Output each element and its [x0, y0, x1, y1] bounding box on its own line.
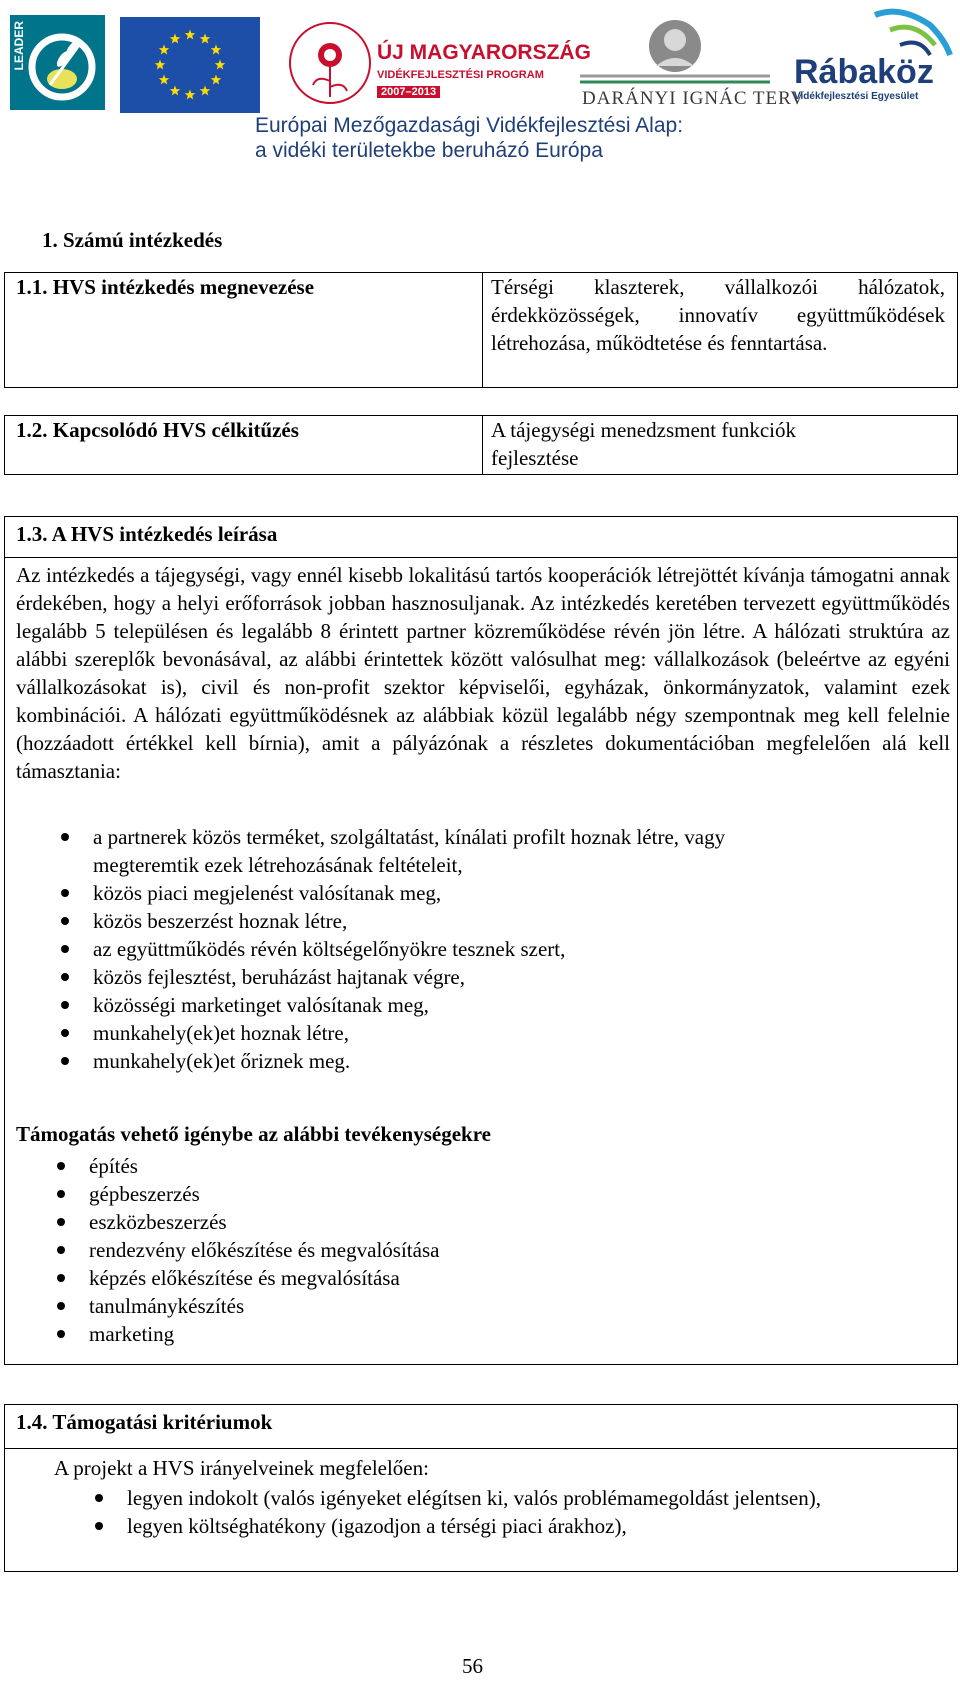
activity-item	[12, 1236, 712, 1264]
bullet-icon	[61, 973, 69, 981]
eu-star-icon	[185, 90, 195, 100]
criteria-item	[16, 879, 736, 907]
activity-item-text: építés	[89, 1154, 138, 1178]
eu-star-icon	[211, 45, 221, 55]
activity-item-text: marketing	[89, 1322, 175, 1346]
rabakoz-subtitle: Vidékfejlesztési Egyesület	[794, 91, 919, 102]
uj-magyarorszag-logo	[285, 15, 591, 115]
activity-item	[12, 1320, 712, 1348]
logo-header	[0, 0, 960, 170]
bullet-icon	[61, 1001, 69, 1009]
row-divider	[482, 416, 483, 474]
bullet-icon	[61, 1057, 69, 1065]
bullet-icon	[57, 1330, 65, 1338]
criteria-item-text: közös fejlesztést, beruházást hajtanak végre,	[93, 965, 466, 989]
criteria-item-text: munkahely(ek)et hoznak létre,	[93, 1021, 349, 1045]
row-divider	[5, 1448, 957, 1449]
bullet-icon	[61, 889, 69, 897]
support-criteria-item	[50, 1484, 945, 1512]
bullet-icon	[57, 1218, 65, 1226]
daranyi-ignac-terv-logo	[580, 10, 806, 110]
bullet-icon	[57, 1246, 65, 1254]
eu-star-icon	[170, 34, 180, 44]
section-title: 1. Számú intézkedés	[42, 228, 223, 252]
criteria-item	[16, 907, 736, 935]
eu-star-icon	[200, 85, 210, 95]
leader-emblem-icon	[10, 15, 105, 110]
page-number: 56	[462, 1654, 483, 1678]
umt-years: 2007–2013	[377, 86, 440, 98]
umt-title: ÚJ MAGYARORSZÁG	[377, 41, 591, 64]
criteria-item-text: közös piaci megjelenést valósítanak meg,	[93, 881, 442, 905]
support-criteria-item-text: legyen indokolt (valós igényeket elégítsen ki, valós problémamegoldást jelentsen),	[127, 1486, 821, 1510]
row-divider	[482, 273, 483, 387]
activities-list	[12, 1152, 712, 1348]
criteria-item	[16, 1019, 736, 1047]
row-1-2-value: A tájegységi menedzsment funkciók fejlesztése	[491, 418, 797, 470]
bullet-icon	[57, 1274, 65, 1282]
support-criteria-item	[50, 1512, 945, 1540]
activity-item	[12, 1152, 712, 1180]
eu-star-icon	[211, 75, 221, 85]
activity-item-text: rendezvény előkészítése és megvalósítása	[89, 1238, 440, 1262]
criteria-item	[16, 963, 736, 991]
criteria-item-text: munkahely(ek)et őriznek meg.	[93, 1049, 351, 1073]
bullet-icon	[95, 1522, 103, 1530]
row-divider	[5, 557, 957, 558]
eu-star-icon	[159, 75, 169, 85]
bullet-icon	[95, 1494, 103, 1502]
bullet-icon	[61, 945, 69, 953]
activity-item-text: tanulmánykészítés	[89, 1294, 245, 1318]
criteria-item	[16, 991, 736, 1019]
activities-heading: Támogatás vehető igénybe az alábbi tevékenységekre	[16, 1122, 491, 1146]
daranyi-portrait-icon	[580, 10, 770, 90]
criteria-intro: A projekt a HVS irányelveinek megfelelően:	[54, 1456, 429, 1480]
support-criteria-list	[50, 1484, 945, 1540]
eu-stars-icon	[120, 17, 260, 113]
activity-item-text: képzés előkészítése és megvalósítása	[89, 1266, 400, 1290]
daranyi-label: DARÁNYI IGNÁC TERV	[582, 88, 806, 109]
bullet-icon	[57, 1190, 65, 1198]
activity-item	[12, 1208, 712, 1236]
row-1-3-label: 1.3. A HVS intézkedés leírása	[16, 522, 278, 546]
support-criteria-item-text: legyen költséghatékony (igazodjon a térségi piaci árakhoz),	[127, 1514, 627, 1538]
eu-star-icon	[200, 34, 210, 44]
activity-item	[12, 1264, 712, 1292]
criteria-item-text: az együttműködés révén költségelőnyökre tesznek szert,	[93, 937, 566, 961]
bullet-icon	[61, 1029, 69, 1037]
row-1-1-label: 1.1. HVS intézkedés megnevezése	[16, 275, 315, 299]
bullet-icon	[57, 1302, 65, 1310]
eu-star-icon	[215, 60, 225, 70]
criteria-item-text: közösségi marketinget valósítanak meg,	[93, 993, 429, 1017]
description-paragraph: Az intézkedés a tájegységi, vagy ennél kisebb lokalitású tartós kooperációk létrejöttét kívánja támogatni annak érdekében, hogy a helyi erőforrások jobban hasznosuljanak. Az intézkedés keretében tervezett együttműködés legalább 5 településen és legalább 8 érintett partner közreműködése révén jön létre. A hálózati struktúra az alábbi szereplők bevonásával, az alábbi érintettek között valósulhat meg: vállalkozások (beleértve az egyéni vállalkozásokat is), civil és non-profit szektor képviselői, egyházak, önkormányzatok, valamint ezek kombinációi. A hálózati együttműködésnek az alábbiak közül legalább négy szempontnak meg kell felelnie (hozzáadott értékkel kell bírnia), amit a pályázónak a részletes dokumentációban megfelelően alá kell támasztania:	[16, 563, 950, 783]
criteria-item-text: a partnerek közös terméket, szolgáltatást, kínálati profilt hoznak létre, vagy megteremtik ezek létrehozásának feltételeit,	[93, 825, 726, 877]
eu-fund-line-2: a vidéki területekbe beruházó Európa	[255, 139, 603, 162]
criteria-item-text: közös beszerzést hoznak létre,	[93, 909, 348, 933]
row-1-2-label: 1.2. Kapcsolódó HVS célkitűzés	[16, 418, 299, 442]
criteria-item	[16, 1047, 736, 1075]
eu-star-icon	[155, 60, 165, 70]
eu-fund-line-1: Európai Mezőgazdasági Vidékfejlesztési Alap:	[255, 114, 684, 137]
activity-item-text: gépbeszerzés	[89, 1182, 200, 1206]
rabakoz-logo	[780, 5, 960, 115]
criteria-list	[16, 823, 736, 1075]
activity-item	[12, 1292, 712, 1320]
criteria-item	[16, 823, 736, 879]
row-1-4-label: 1.4. Támogatási kritériumok	[16, 1410, 273, 1434]
row-1-1-value: Térségi klaszterek, vállalkozói hálózatok, érdekközösségek, innovatív együttműködések létrehozása, működtetése és fenntartása.	[491, 275, 945, 355]
eu-star-icon	[185, 30, 195, 40]
rose-emblem-icon	[285, 15, 375, 115]
activity-item-text: eszközbeszerzés	[89, 1210, 227, 1234]
bullet-icon	[61, 917, 69, 925]
leader-logo	[8, 13, 107, 112]
eu-fund-tagline	[255, 113, 683, 163]
leader-logo-text: LEADER	[12, 21, 26, 71]
umt-subtitle: VIDÉKFEJLESZTÉSI PROGRAM	[377, 69, 544, 81]
bullet-icon	[61, 833, 69, 841]
eu-star-icon	[170, 85, 180, 95]
bullet-icon	[57, 1162, 65, 1170]
eu-flag-logo	[120, 17, 260, 113]
eu-star-icon	[159, 45, 169, 55]
criteria-item	[16, 935, 736, 963]
rabakoz-title: Rábaköz	[794, 53, 934, 91]
activity-item	[12, 1180, 712, 1208]
